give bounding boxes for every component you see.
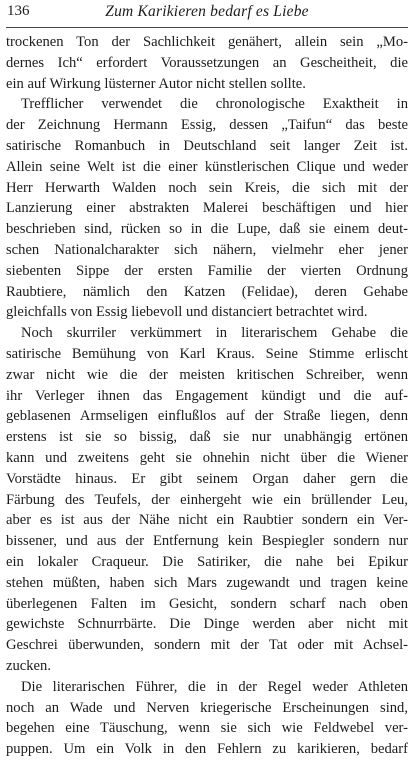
text-line: zwar nicht wie die der meisten kritischen Schreiber, wenn xyxy=(6,366,408,383)
paragraph xyxy=(6,677,408,760)
text-line: geblasenen Armseligen einflußlos auf der Straße liegen, denn xyxy=(6,408,408,425)
text-line: puppen. Um ein Volk in den Fehlern zu karikieren, bedarf xyxy=(6,741,408,758)
text-line: trockenen Ton der Sachlichkeit genähert, allein sein „Mo- xyxy=(6,34,408,50)
page-number: 136 xyxy=(7,3,30,19)
text-line: ihr Verleger ihnen das Engagement kündigt und die auf- xyxy=(6,387,408,404)
text-line: aber es ist aus der Nähe nicht ein Raubtier sondern ein Ver- xyxy=(6,512,408,529)
paragraph xyxy=(6,32,408,94)
text-line: Trefflicher verwendet die chronologische Exaktheit in xyxy=(21,96,408,113)
text-line: dernes Ich“ erfordert Voraussetzungen an Gescheitheit, die xyxy=(6,54,408,71)
text-line: der Zeichnung Hermann Essig, dessen „Taifun“ das beste xyxy=(6,117,408,134)
text-line: siebenten Sippe der ersten Familie der vierten Ordnung xyxy=(6,262,408,279)
text-line: satirische Romanbuch in Deutschland seit langer Zeit ist. xyxy=(6,137,408,154)
paragraph xyxy=(6,94,408,323)
text-line: bissener, und aus der Entfernung kein Bespiegler sondern nur xyxy=(6,533,408,550)
text-line: Färbung des Teufels, der einhergeht wie ein brüllender Leu, xyxy=(6,491,408,508)
text-line: Geschrei überwunden, sondern mit der Tat oder mit Achsel- xyxy=(6,637,408,654)
text-line: ein auf Wirkung lüsterner Autor nicht stellen sollte. xyxy=(6,75,306,92)
page-header xyxy=(6,3,408,28)
text-line: zucken. xyxy=(6,657,51,674)
paragraph xyxy=(6,323,408,677)
text-line: gewichste Schnurrbärte. Die Dinge werden aber nicht mit xyxy=(6,616,408,633)
running-title: Zum Karikieren bedarf es Liebe xyxy=(105,3,309,20)
text-line: schen Nationalcharakter sich nähern, vielmehr eher jener xyxy=(6,241,408,258)
text-line: Herr Herwarth Walden noch sein Kreis, die sich mit der xyxy=(6,179,408,196)
text-line: begehen eine Täuschung, wenn sie sich wie Feldwebel ver- xyxy=(6,720,408,737)
text-line: Die literarischen Führer, die in der Regel weder Athleten xyxy=(21,678,408,695)
text-line: stehen müßten, haben sich Mars zugewandt und tragen keine xyxy=(6,574,408,591)
text-line: noch an Wade und Nerven kriegerische Erscheinungen sind, xyxy=(6,699,408,716)
text-line: Lanzierung einer abstrakten Malerei beschäftigen und hier xyxy=(6,200,408,217)
book-page xyxy=(6,3,408,760)
body-text xyxy=(6,32,408,760)
text-line: beschrieben sind, rücken so in die Lupe, daß sie einem deut- xyxy=(6,221,408,238)
text-line: ein lokaler Craqueur. Die Satiriker, die nahe bei Epikur xyxy=(6,553,408,570)
text-line: Vorstädte hinaus. Er gibt seinem Organ daher gern die xyxy=(6,470,408,487)
text-line: Allein seine Welt ist die einer künstlerischen Clique und weder xyxy=(6,158,408,175)
text-line: kann und zweitens geht sie ohnehin nicht über die Wiener xyxy=(6,449,408,466)
text-line: Raubtiere, nämlich den Katzen (Felidae), deren Gehabe xyxy=(6,283,408,300)
text-line: überlegenen Falten im Gesicht, sondern scharf nach oben xyxy=(6,595,408,612)
text-line: erstens ist sie so bissig, daß sie nur unabhängig ertönen xyxy=(6,429,408,446)
text-line: gleichfalls von Essig liebevoll und distanciert betrachtet wird. xyxy=(6,304,368,321)
text-line: Noch skurriler verkümmert in literarischem Gehabe die xyxy=(21,325,408,342)
text-line: satirische Bemühung von Karl Kraus. Seine Stimme erlischt xyxy=(6,345,408,362)
